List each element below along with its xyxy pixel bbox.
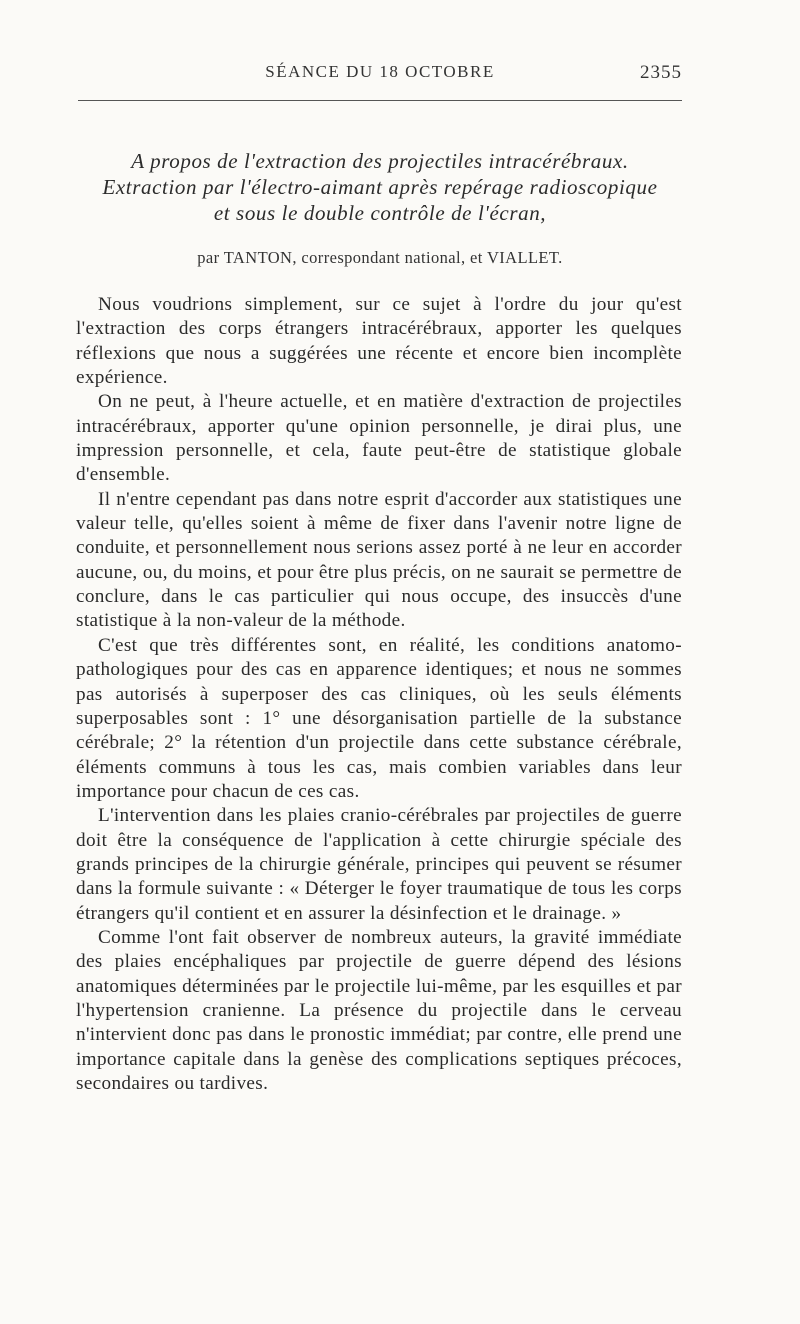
paragraph: On ne peut, à l'heure actuelle, et en matière d'extraction de projectiles intracérébraux, apporter qu'une opinion personnelle, je dirai plus, une impression personnelle, et cela, faute peut-être de statistique globale d'ensemble. — [76, 391, 682, 486]
header-rule — [78, 100, 682, 101]
article-title — [78, 148, 682, 226]
paragraph: C'est que très différentes sont, en réalité, les conditions anatomo-pathologiques pour des cas en apparence identiques; et nous ne sommes pas autorisés à superposer des cas cliniques, où les seuls éléments superposables sont : 1° une désorganisation partielle de la substance cérébrale; 2° la rétention d'un projectile dans cette substance cérébrale, éléments communs à tous les cas, mais combien variables dans leur importance pour chacun de ces cas. — [76, 634, 682, 802]
paragraph: Comme l'ont fait observer de nombreux auteurs, la gravité immédiate des plaies encéphaliques par projectile de guerre dépend des lésions anatomiques déterminées par le projectile lui-même, par les esquilles et par l'hypertension cranienne. La présence du projectile dans le cerveau n'intervient donc pas dans le pronostic immédiat; par contre, elle prend une importance capitale dans la genèse des complications septiques précoces, secondaires ou tardives. — [76, 926, 682, 1094]
page-number: 2355 — [640, 62, 682, 83]
paragraph: Il n'entre cependant pas dans notre esprit d'accorder aux statistiques une valeur telle, qu'elles soient à même de fixer dans l'avenir notre ligne de conduite, et personnellement nous serions assez porté à ne leur en accorder aucune, ou, du moins, et pour être plus précis, on ne saurait se permettre de conclure, dans le cas particulier qui nous occupe, des insuccès d'une statistique à la non-valeur de la méthode. — [76, 488, 682, 632]
title-line: et sous le double contrôle de l'écran, — [213, 201, 547, 225]
title-line: Extraction par l'électro-aimant après repérage radioscopique — [102, 175, 658, 199]
running-header — [78, 62, 682, 88]
running-title: SÉANCE DU 18 OCTOBRE — [265, 62, 495, 81]
paragraph: Nous voudrions simplement, sur ce sujet à l'ordre du jour qu'est l'extraction des corps étrangers intracérébraux, apporter les quelques réflexions que nous a suggérées une récente et encore bien incomplète expérience. — [76, 294, 682, 389]
article-body — [76, 293, 682, 1096]
paragraph: L'intervention dans les plaies cranio-cérébrales par projectiles de guerre doit être la conséquence de l'application à cette chirurgie spéciale des grands principes de la chirurgie générale, principes qui peuvent se résumer dans la formule suivante : « Déterger le foyer traumatique de tous les corps étrangers qu'il contient et en assurer la désinfection et le drainage. » — [76, 805, 682, 924]
byline: par TANTON, correspondant national, et VIALLET. — [197, 248, 563, 267]
title-line: A propos de l'extraction des projectiles intracérébraux. — [131, 149, 629, 173]
